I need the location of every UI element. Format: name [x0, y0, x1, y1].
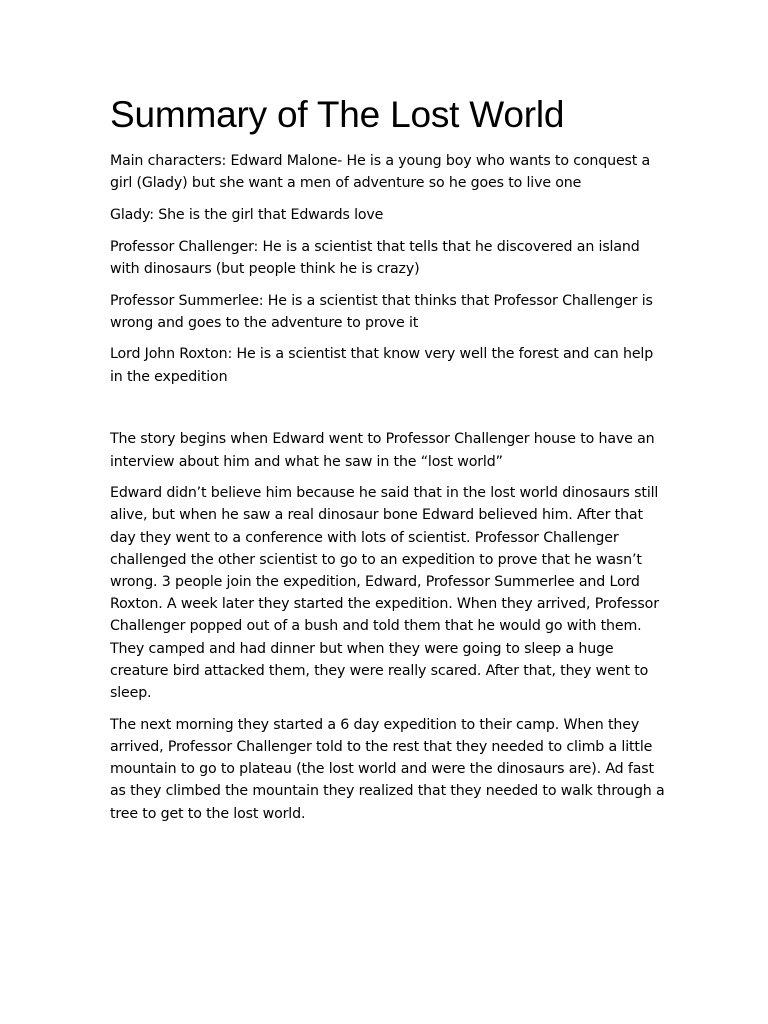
story-paragraph-3: The next morning they started a 6 day expedition to their camp. When they arrived, Professor Challenger told to the rest that they needed to climb a little mountain to go to plateau (the lost world and were the dinosaurs are). Ad fast as they climbed the mountain they realized that they needed to walk through a tree to get to the lost world. [110, 716, 665, 822]
character-summerlee: Professor Summerlee: He is a scientist that thinks that Professor Challenger is wrong and goes to the adventure to prove it [110, 292, 653, 331]
story-paragraph-2: Edward didn’t believe him because he said that in the lost world dinosaurs still alive, but when he saw a real dinosaur bone Edward believed him. After that day they went to a conference with lots of scientist. Professor Challenger challenged the other scientist to go to an expedition to prove that he wasn’t wrong. 3 people join the expedition, Edward, Professor Summerlee and Lord Roxton. A week later they started the expedition. When they arrived, Professor Challenger popped out of a bush and told them that he would go with them. They camped and had dinner but when they were going to sleep a huge creature bird attacked them, they were really scared. After that, they went to sleep. [110, 485, 659, 702]
character-glady: Glady: She is the girl that Edwards love [110, 206, 384, 223]
document-page [110, 88, 670, 834]
document-title: Summary of The Lost World [110, 94, 565, 135]
story-paragraph-1: The story begins when Edward went to Professor Challenger house to have an interview about him and what he saw in the “lost world” [110, 431, 655, 470]
blank-line [110, 397, 670, 428]
character-challenger: Professor Challenger: He is a scientist that tells that he discovered an island with dinosaurs (but people think he is crazy) [110, 238, 640, 277]
character-roxton: Lord John Roxton: He is a scientist that know very well the forest and can help in the expedition [110, 346, 654, 385]
character-main: Main characters: Edward Malone- He is a young boy who wants to conquest a girl (Glady) but she want a men of adventure so he goes to live one [110, 153, 651, 192]
